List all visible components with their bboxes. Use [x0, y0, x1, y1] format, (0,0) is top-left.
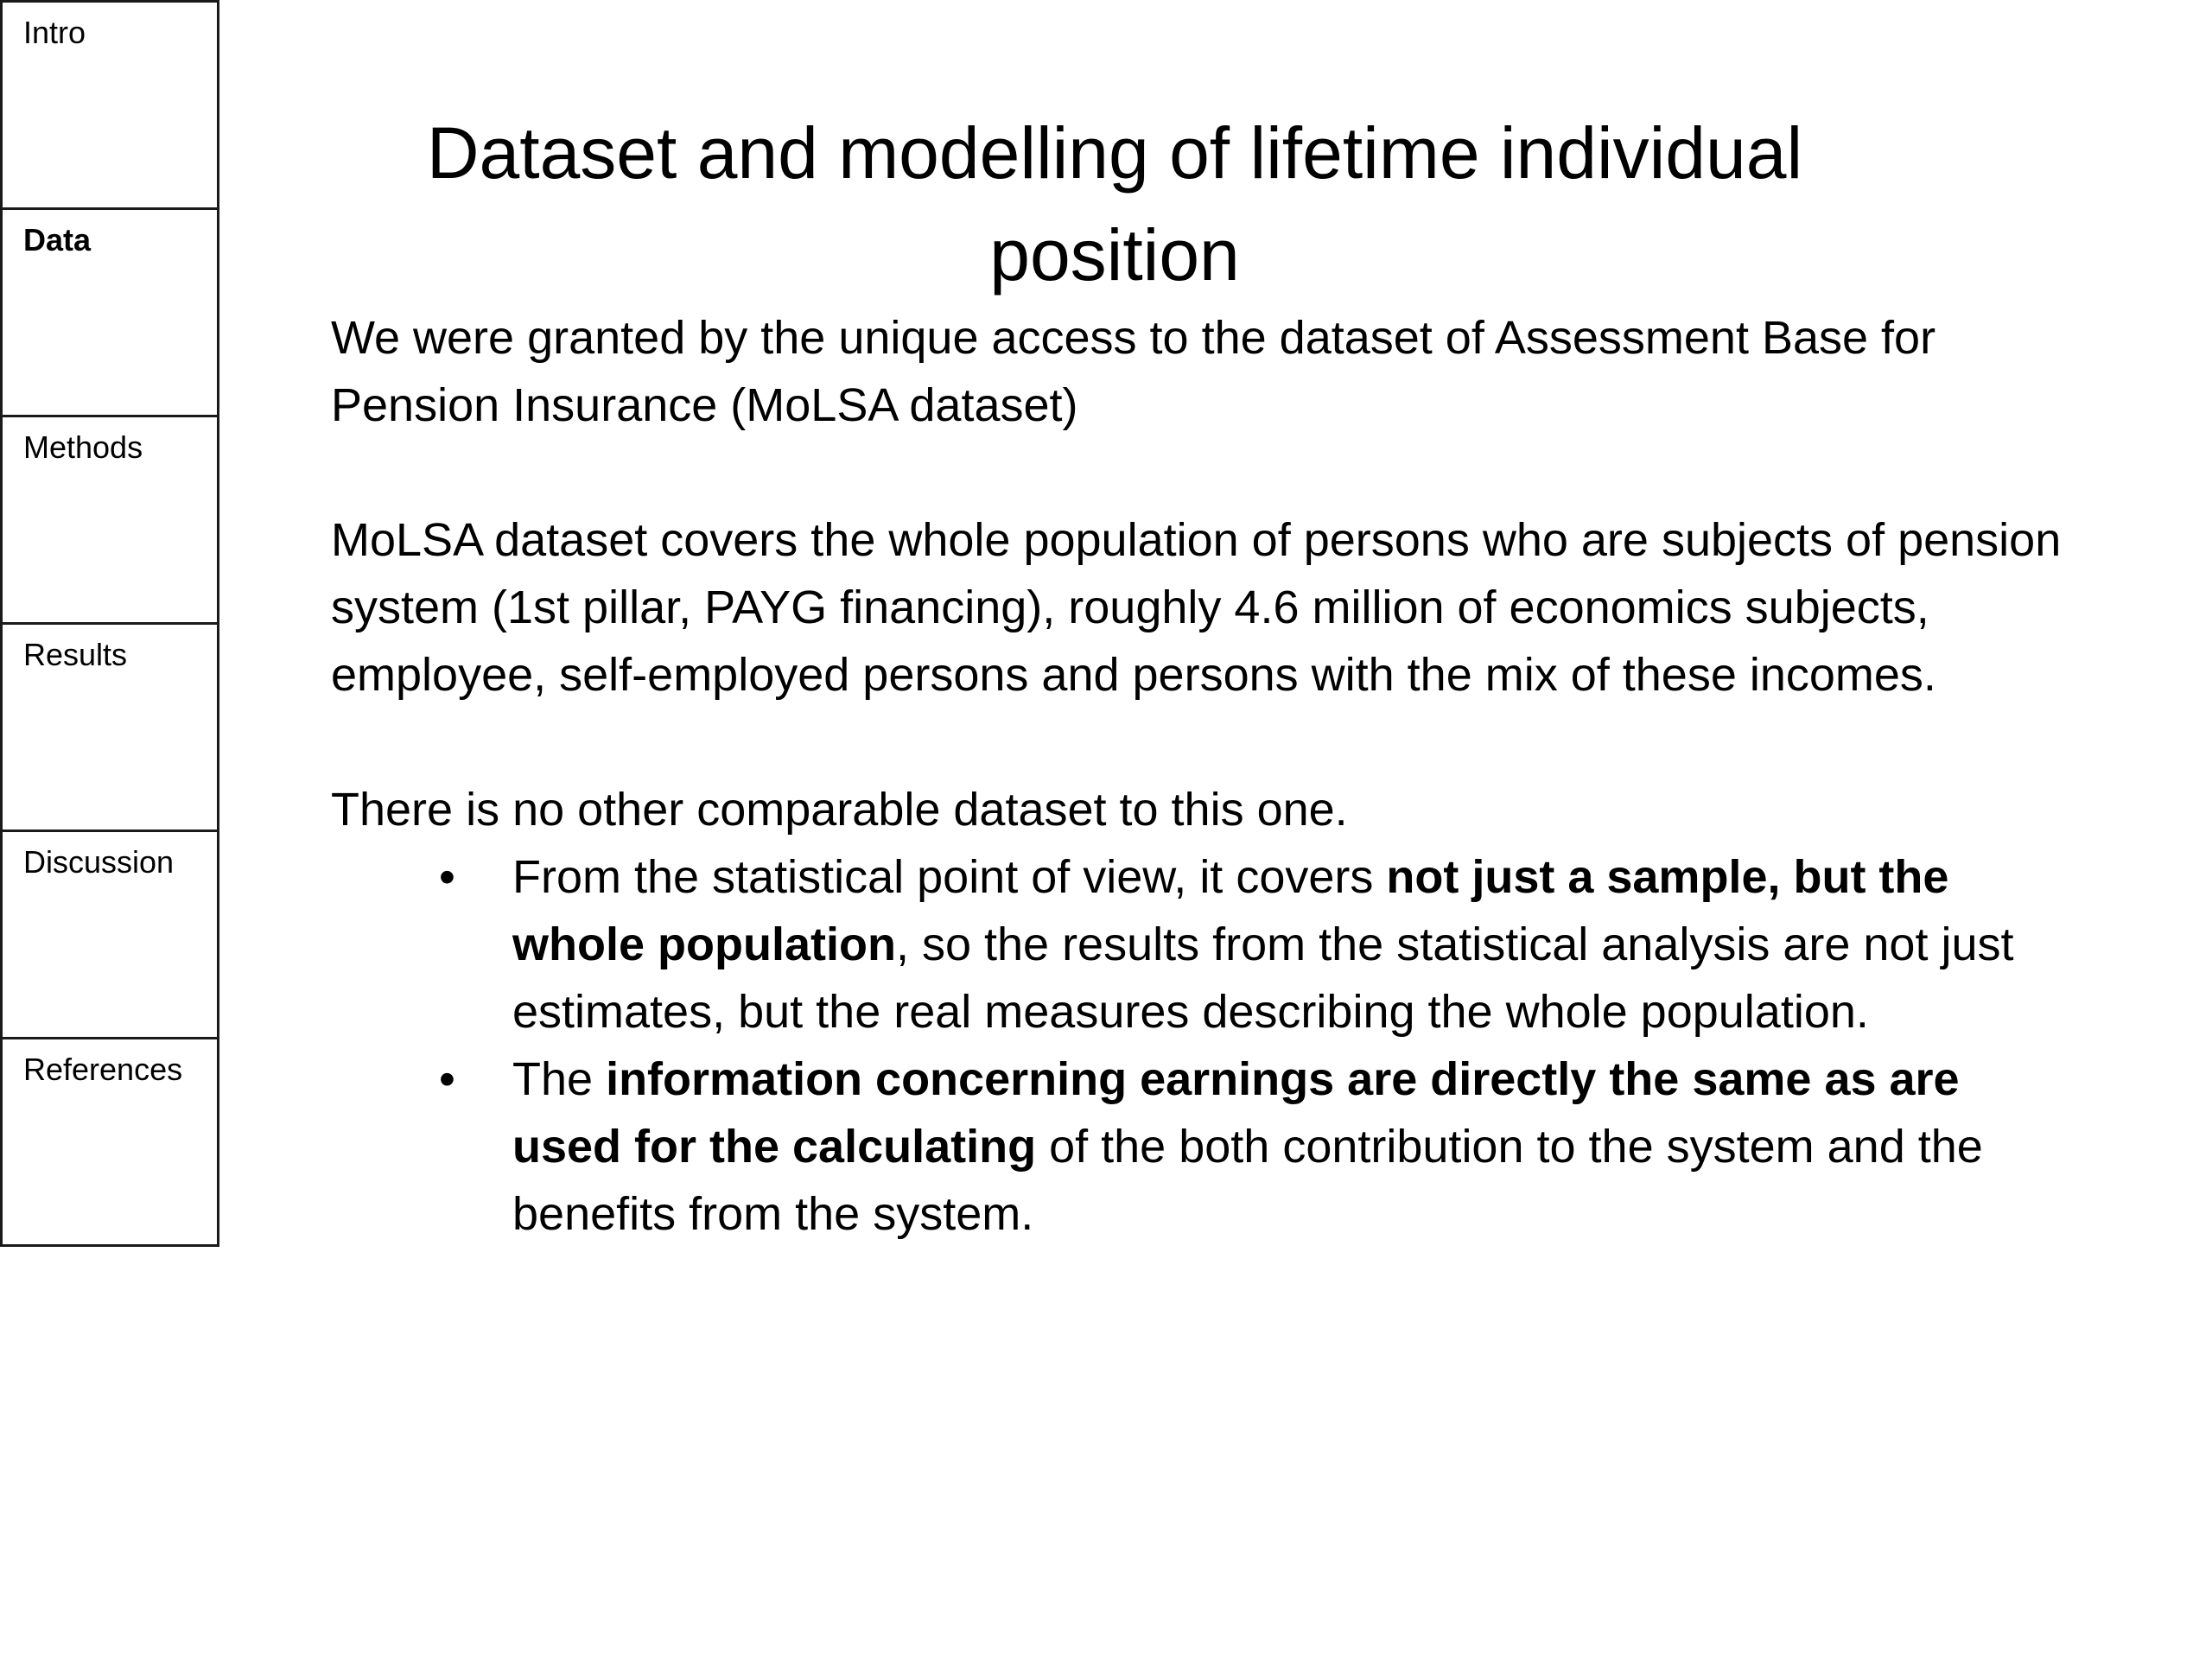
spacer — [331, 709, 2068, 776]
bullet-list — [331, 843, 2068, 1248]
bullet-icon: • — [439, 851, 455, 903]
nav-item-label: Results — [23, 637, 128, 672]
bullet-item-earnings — [439, 1046, 2068, 1248]
bullet-text-bold: not just a sample, but the whole population — [512, 851, 1949, 970]
paragraph-dataset-access: We were granted by the unique access to the dataset of Assessment Base for Pension Insurance (MoLSA dataset) — [331, 312, 1936, 431]
paragraph-dataset-coverage: MoLSA dataset covers the whole population of persons who are subjects of pension system (1st pillar, PAYG financing), roughly 4.6 million of economics subjects, employee, self-employed persons and persons with the mix of these incomes. — [331, 514, 2062, 701]
slide-body — [331, 304, 2068, 1248]
nav-item-label: Intro — [23, 15, 86, 50]
bullet-text-pre: From the statistical point of view, it covers — [512, 851, 1387, 903]
bullet-item-population — [439, 843, 2068, 1046]
spacer — [331, 439, 2068, 506]
bullet-text-pre: The — [512, 1053, 607, 1105]
bullet-text-post: , so the results from the statistical analysis are not just estimates, but the real measures describing the whole population. — [512, 918, 2014, 1038]
nav-item-intro[interactable] — [0, 0, 219, 210]
nav-item-references[interactable] — [0, 1037, 219, 1247]
nav-item-label: Data — [23, 222, 92, 257]
nav-item-label: Methods — [23, 429, 143, 465]
paragraph-no-comparable: There is no other comparable dataset to this one. — [331, 784, 1348, 836]
section-nav — [0, 0, 219, 1247]
nav-item-label: Discussion — [23, 844, 175, 880]
slide-title-line-1: Dataset and modelling of lifetime individual — [426, 112, 1803, 194]
slide-title — [328, 102, 1901, 306]
nav-item-label: References — [23, 1052, 183, 1087]
slide-title-line-2: position — [989, 214, 1240, 296]
nav-item-discussion[interactable] — [0, 830, 219, 1039]
bullet-text-bold: information concerning earnings are directly the same as are used for the calculating — [512, 1053, 1960, 1173]
bullet-text-post: of the both contribution to the system and the benefits from the system. — [512, 1121, 1983, 1240]
nav-item-data[interactable] — [0, 207, 219, 417]
bullet-icon: • — [439, 1053, 455, 1105]
nav-item-results[interactable] — [0, 622, 219, 832]
nav-item-methods[interactable] — [0, 415, 219, 625]
